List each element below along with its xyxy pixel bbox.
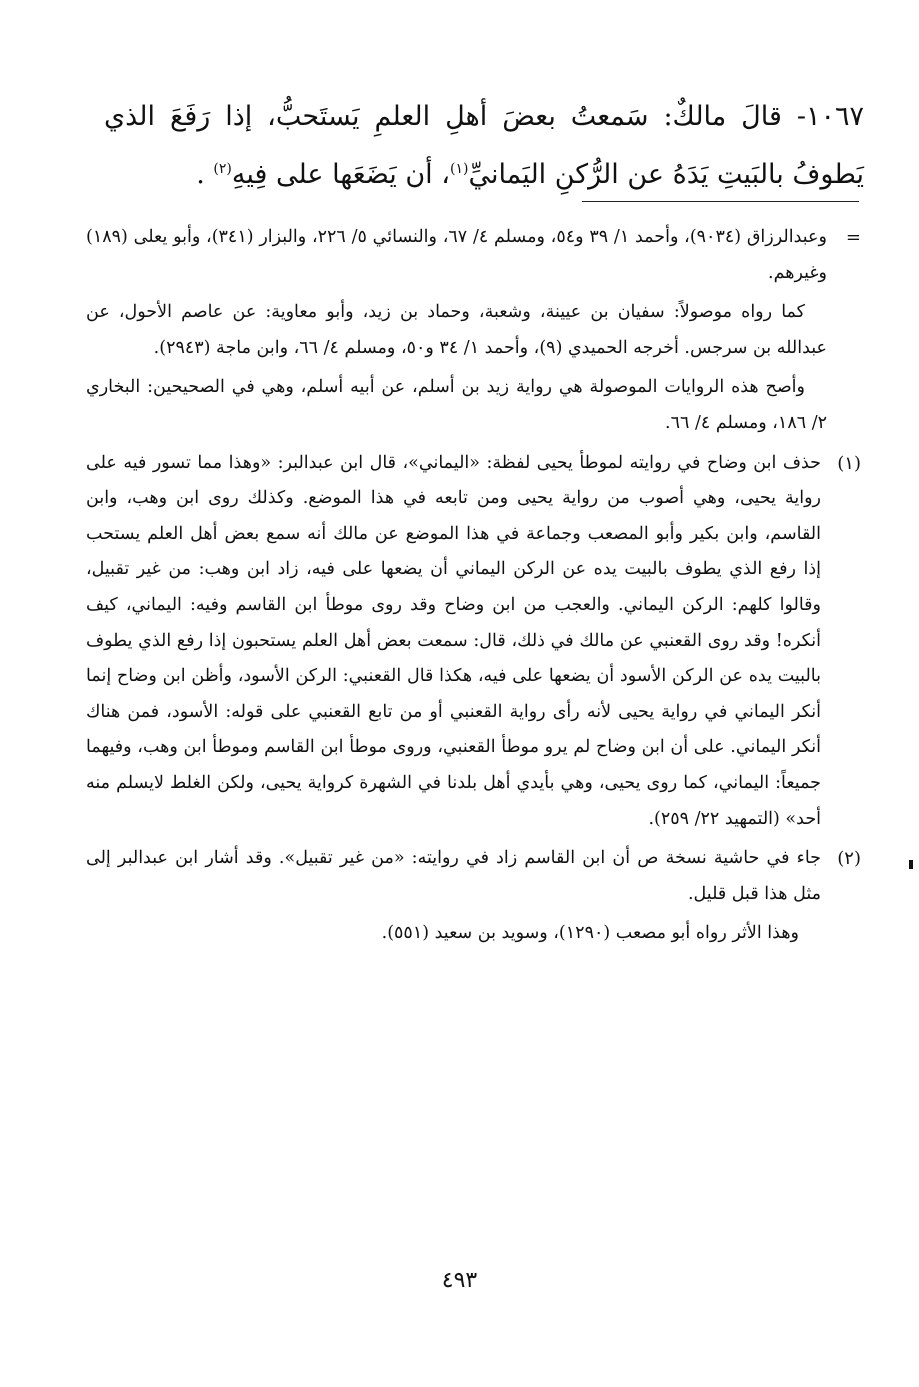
footnote-1-body	[86, 446, 821, 842]
footnotes-area	[86, 220, 861, 956]
footnote-1	[86, 446, 861, 842]
main-text-end: .	[196, 159, 205, 190]
footnote-ref-1[interactable]: (١)	[449, 161, 469, 177]
footnote-1-marker: (١)	[837, 452, 861, 474]
footnote-ref-2[interactable]: (٢)	[213, 161, 232, 177]
page-number: ٤٩٣	[441, 1268, 478, 1293]
scan-mark	[909, 860, 913, 869]
footnote-paragraph: وعبدالرزاق (٩٠٣٤)، وأحمد ١/ ٣٩ و٥٤، ومسلم ٤/ ٦٧، والنسائي ٥/ ٢٢٦، والبزار (٣٤١)، وأبو يعلى (١٨٩) وغيرهم.	[86, 227, 827, 283]
footnote-paragraph: جاء في حاشية نسخة ص أن ابن القاسم زاد في روايته: «من غير تقبيل». وقد أشار ابن عبدالبر إلى مثل هذا قبل قليل.	[86, 848, 821, 904]
continued-footnote	[86, 220, 861, 446]
footnote-paragraph: كما رواه موصولاً: سفيان بن عيينة، وشعبة، وحماد بن زيد، وأبو معاوية: عن عاصم الأحول، عن عبدالله بن سرجس. أخرجه الحميدي (٩)، وأحمد ١/ ٣٤ و٥٠، ومسلم ٤/ ٦٦، وابن ماجة (٢٩٤٣).	[86, 302, 827, 358]
main-text-part2: ، أن يَضَعَها على فِيهِ	[231, 159, 450, 190]
athar-number: ١٠٦٧-	[796, 101, 864, 132]
footnote-paragraph: وهذا الأثر رواه أبو مصعب (١٢٩٠)، وسويد بن سعيد (٥٥١).	[381, 923, 799, 944]
continuation-marker: =	[845, 227, 861, 248]
footnote-separator	[582, 201, 859, 202]
footnote-paragraph: وأصح هذه الروايات الموصولة هي رواية زيد بن أسلم، عن أبيه أسلم، وهي في الصحيحين: البخاري ٢/ ١٨٦، ومسلم ٤/ ٦٦.	[86, 377, 827, 433]
main-text-part1: قالَ مالكٌ: سَمعتُ بعضَ أهلِ العلمِ يَستَحبُّ، إذا رَفَعَ الذي يَطوفُ بالبَيتِ يَدَهُ عن الرُّكنِ اليَمانيِّ	[104, 101, 864, 190]
main-text	[104, 88, 864, 204]
footnote-2-body	[86, 841, 821, 956]
footnote-2-marker: (٢)	[837, 848, 861, 870]
footnote-paragraph: حذف ابن وضاح في روايته لموطأ يحيى لفظة: «اليماني»، قال ابن عبدالبر: «وهذا مما تسور فيه على رواية يحيى، وهي أصوب من رواية يحيى ومن تابعه في هذا الموضع. وكذلك روى ابن وهب، وابن القاسم، وابن بكير وأبو المصعب وجماعة في هذا الموضع عن مالك أنه سمع بعض أهل العلم يستحب إذا رفع الذي يطوف بالبيت يده عن الركن اليماني أن يضعها على فيه، زاد ابن وهب: من غير تقبيل، وقالوا كلهم: الركن اليماني. والعجب من ابن وضاح وقد روى موطأ ابن القاسم وفيه: اليماني، كيف أنكره! وقد روى القعنبي عن مالك في ذلك، قال: سمعت بعض أهل العلم يستحبون إذا رفع الذي يطوف بالبيت يده عن الركن الأسود أن يضعها على فيه، هكذا قال القعنبي: الركن الأسود، وأظن ابن وضاح إنما أنكر اليماني في رواية يحيى لأنه رأى رواية القعنبي أو من تابع القعنبي على قوله: الأسود، فمن هناك أنكر اليماني. على أن ابن وضاح لم يرو موطأ القعنبي، وروى موطأ ابن القاسم وموطأ ابن وهب، وفيهما جميعاً: اليماني، كما روى يحيى، وهي بأيدي أهل بلدنا في الشهرة كرواية يحيى، ولكن الغلط لايسلم منه أحد» (التمهيد ٢٢/ ٢٥٩).	[86, 452, 821, 829]
footnote-2	[86, 841, 861, 956]
continued-footnote-body	[86, 220, 827, 446]
